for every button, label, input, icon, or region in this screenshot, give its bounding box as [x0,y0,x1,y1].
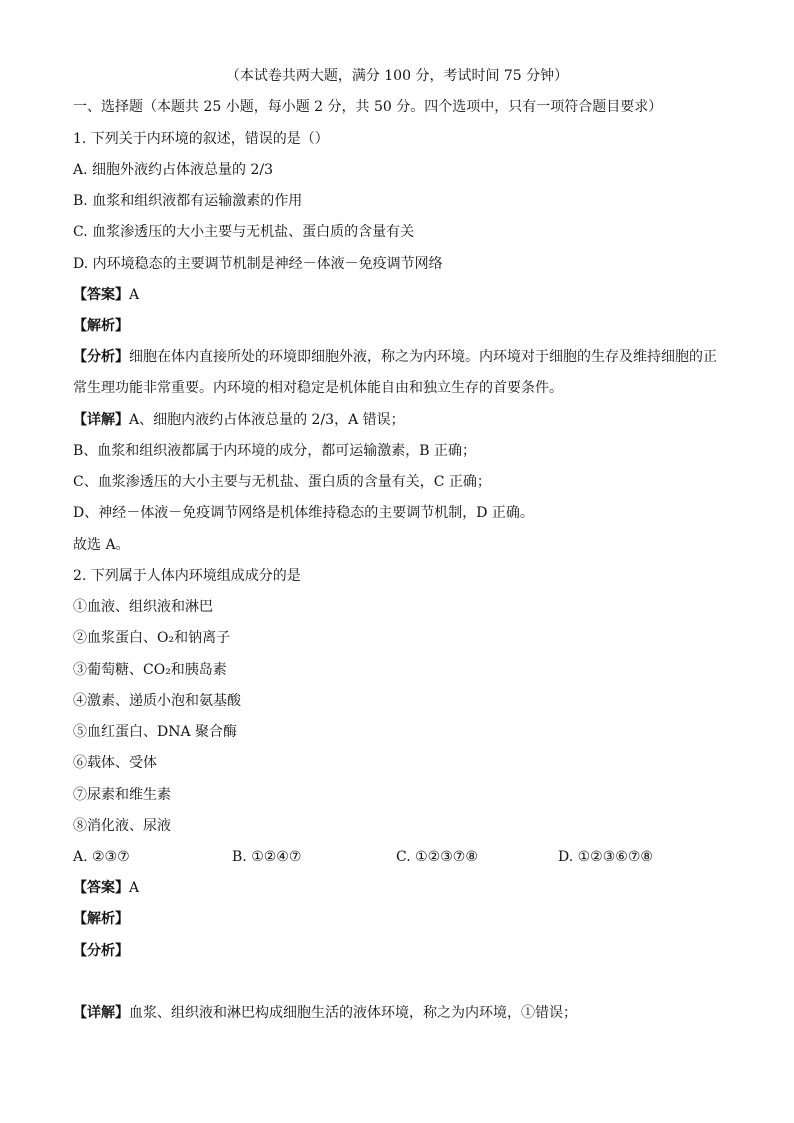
answer-value: A [129,880,140,896]
question-1-conclusion: 故选 A。 [73,537,130,553]
question-1-detail-c: C、血浆渗透压的大小主要与无机盐、蛋白质的含量有关，C 正确； [73,474,491,490]
question-1-analysis-heading: 【解析】 [73,318,129,334]
question-2-item-2: ②血浆蛋白、O₂和钠离子 [73,630,231,646]
question-2-option-a: A. ②③⑦ [73,849,130,865]
question-2-item-8: ⑧消化液、尿液 [73,818,171,834]
answer-label: 【答案】 [73,880,129,896]
question-2-analysis-heading: 【解析】 [73,911,129,927]
question-2-item-4: ④激素、递质小泡和氨基酸 [73,693,241,709]
question-1-fenxi-line-1 [73,348,717,366]
question-1-fenxi-line-2: 常生理功能非常重要。内环境的相对稳定是机体能自由和独立生存的首要条件。 [73,380,563,396]
question-2-stem: 2. 下列属于人体内环境组成成分的是 [73,568,301,584]
fenxi-text-1: 细胞在体内直接所处的环境即细胞外液，称之为内环境。内环境对于细胞的生存及维持细胞的正 [129,349,717,365]
question-2-item-3: ③葡萄糖、CO₂和胰岛素 [73,662,227,678]
question-2-answer [73,879,139,897]
question-1-answer [73,286,139,304]
question-2-item-7: ⑦尿素和维生素 [73,787,171,803]
exam-header: （本试卷共两大题，满分 100 分，考试时间 75 分钟） [225,68,569,84]
question-2-item-6: ⑥载体、受体 [73,755,157,771]
detail-label: 【详解】 [73,1005,129,1021]
question-2-option-d: D. ①②③⑥⑦⑧ [558,849,653,865]
detail-label: 【详解】 [73,412,129,428]
question-2-option-b: B. ①②④⑦ [232,849,302,865]
question-2-option-c: C. ①②③⑦⑧ [396,849,478,865]
question-1-option-d: D. 内环境稳态的主要调节机制是神经－体液－免疫调节网络 [73,256,443,272]
detail-a-text: A、细胞内液约占体液总量的 2/3，A 错误； [129,412,405,428]
fenxi-label: 【分析】 [73,349,129,365]
question-1-stem: 1. 下列关于内环境的叙述，错误的是（） [73,131,329,147]
question-2-item-5: ⑤血红蛋白、DNA 聚合酶 [73,724,238,740]
question-1-detail-b: B、血浆和组织液都属于内环境的成分，都可运输激素，B 正确； [73,443,477,459]
question-1-option-a: A. 细胞外液约占体液总量的 2/3 [73,162,273,178]
answer-label: 【答案】 [73,287,129,303]
answer-value: A [129,287,140,303]
question-2-detail-1 [73,1004,577,1022]
section-heading: 一、选择题（本题共 25 小题，每小题 2 分，共 50 分。四个选项中，只有一项符合题目要求） [73,99,663,115]
question-1-detail-d: D、神经－体液－免疫调节网络是机体维持稳态的主要调节机制，D 正确。 [73,505,534,521]
question-1-detail-a [73,411,405,429]
detail-1-text: 血浆、组织液和淋巴构成细胞生活的液体环境，称之为内环境，①错误； [129,1005,577,1021]
question-2-item-1: ①血液、组织液和淋巴 [73,599,213,615]
question-2-fenxi-label: 【分析】 [73,943,129,959]
question-1-option-c: C. 血浆渗透压的大小主要与无机盐、蛋白质的含量有关 [73,224,415,240]
question-1-option-b: B. 血浆和组织液都有运输激素的作用 [73,193,303,209]
